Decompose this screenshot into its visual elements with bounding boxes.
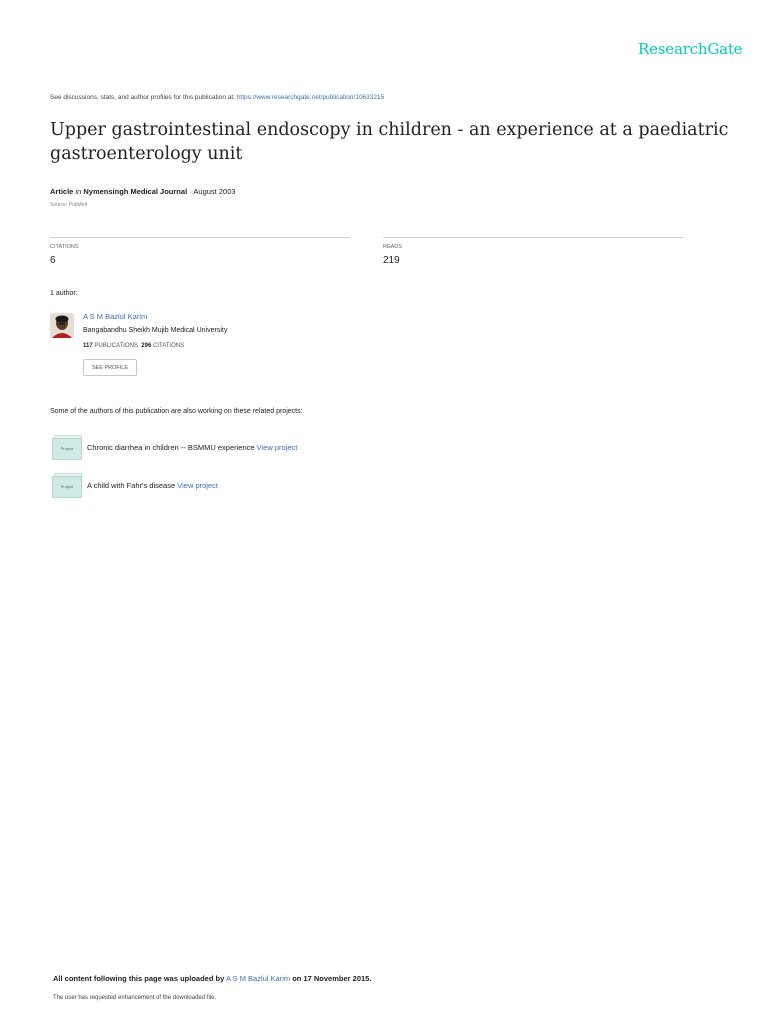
view-project-link[interactable]: View project	[177, 481, 218, 490]
uploader-link[interactable]: A S M Bazlul Karim	[225, 974, 291, 983]
upload-prefix: All content following this page was uploaded by	[53, 974, 225, 983]
researchgate-logo[interactable]: ResearchGate	[638, 40, 743, 58]
publication-url-link[interactable]: https://www.researchgate.net/publication/10633215	[236, 94, 385, 101]
journal-name[interactable]: Nymensingh Medical Journal	[83, 187, 188, 196]
publication-link-line	[50, 94, 384, 101]
enhancement-note: The user has requested enhancement of the downloaded file.	[53, 995, 217, 1001]
project-thumb-label: Project	[60, 484, 74, 489]
project-thumb-label: Project	[60, 446, 74, 451]
see-profile-button[interactable]: SEE PROFILE	[83, 359, 137, 376]
in-word: in	[75, 187, 82, 196]
upload-notice	[53, 974, 371, 983]
project-item	[87, 481, 218, 490]
reads-label: READS	[383, 244, 402, 250]
project-title: Chronic diarrhea in children -- BSMMU experience	[87, 443, 255, 452]
author-avatar[interactable]	[50, 313, 74, 338]
upload-suffix: on 17 November 2015.	[292, 974, 372, 983]
project-item	[87, 443, 297, 452]
author-stats	[83, 343, 184, 349]
citations-value: 6	[50, 255, 56, 266]
author-publications-label: PUBLICATIONS	[94, 343, 138, 349]
author-citations-label: CITATIONS	[152, 343, 185, 349]
project-folder-icon[interactable]	[51, 435, 81, 460]
publication-date: · August 2003	[189, 187, 236, 196]
related-projects-heading: Some of the authors of this publication are also working on these related projects:	[50, 408, 303, 415]
authors-heading: 1 author:	[50, 290, 78, 297]
publication-meta	[50, 187, 236, 196]
publication-source: Source: PubMed	[50, 202, 88, 208]
author-institution: Bangabandhu Sheikh Mujib Medical University	[83, 327, 228, 334]
author-publications-count: 117	[83, 343, 93, 349]
project-folder-icon[interactable]	[51, 473, 81, 498]
view-project-link[interactable]: View project	[256, 443, 298, 452]
reads-value: 219	[383, 255, 400, 266]
citations-divider	[50, 237, 350, 238]
author-citations-count: 296	[141, 343, 152, 349]
project-title: A child with Fahr's disease	[87, 481, 176, 490]
author-name-link[interactable]: A S M Bazlul Karim	[83, 312, 148, 321]
see-discussions-text: See discussions, stats, and author profiles for this publication at:	[50, 94, 235, 101]
publication-type: Article	[50, 187, 74, 196]
publication-title: Upper gastrointestinal endoscopy in children - an experience at a paediatric gastroenterology unit	[50, 120, 729, 164]
citations-label: CITATIONS	[50, 244, 79, 250]
reads-divider	[383, 237, 684, 238]
